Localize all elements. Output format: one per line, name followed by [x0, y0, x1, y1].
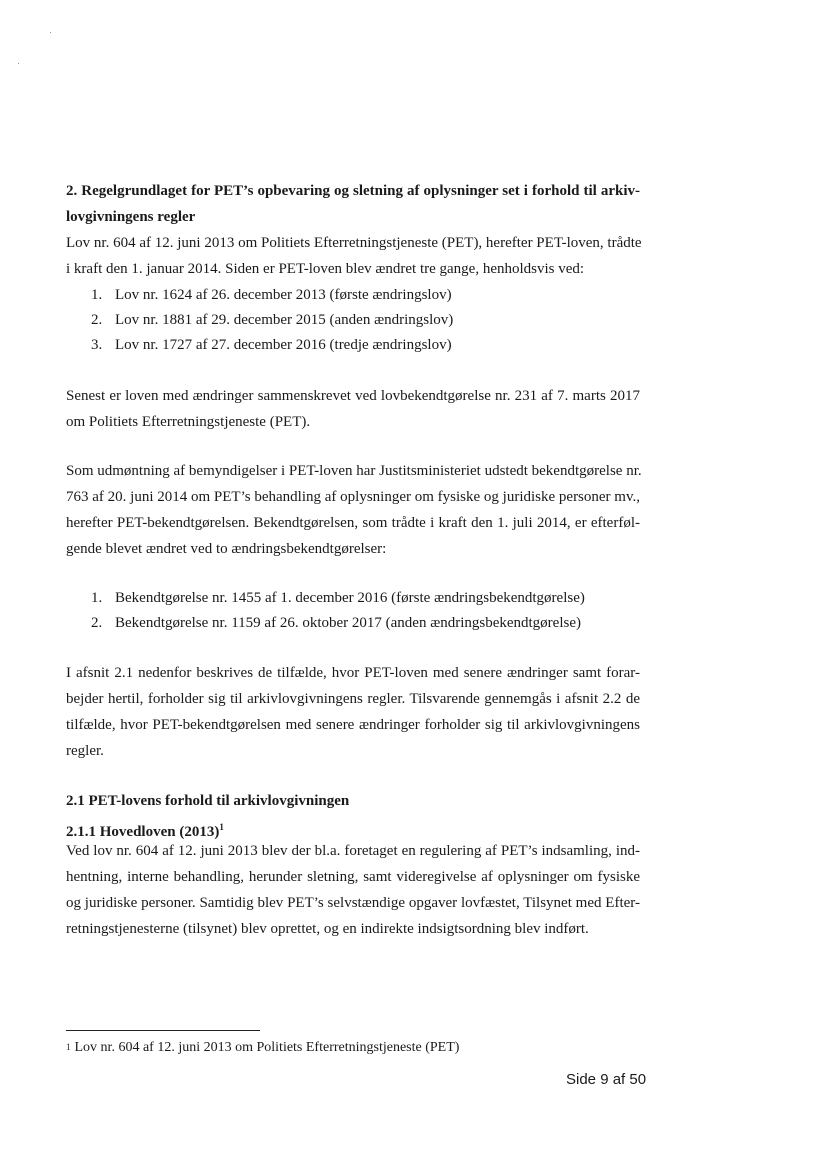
paragraph — [66, 458, 640, 562]
section-2-1-heading — [66, 788, 640, 814]
heading-line: lovgivningens regler — [66, 209, 196, 225]
footnote-divider — [66, 1030, 260, 1031]
list-text: Bekendtgørelse nr. 1159 af 26. oktober 2017 (anden ændringsbekendtgørelse) — [115, 615, 581, 631]
footnote — [66, 1038, 459, 1058]
text-line: hentning, interne behandling, herunder sletning, samt videregivelse af oplysninger om fysiske — [66, 869, 640, 885]
footnote-marker: 1 — [66, 1042, 71, 1052]
text-line: regler. — [66, 743, 104, 759]
list-number: 2. — [91, 312, 103, 328]
text-line: Ved lov nr. 604 af 12. juni 2013 blev der bl.a. foretaget en regulering af PET’s indsamling, ind- — [66, 843, 640, 859]
scan-speck — [18, 63, 19, 64]
heading-line: 2. Regelgrundlaget for PET’s opbevaring og sletning af oplysninger set i forhold til arkiv- — [66, 183, 640, 199]
list-item — [91, 585, 585, 611]
list-text: Lov nr. 1624 af 26. december 2013 (første ændringslov) — [115, 287, 452, 303]
scan-speck — [50, 32, 51, 33]
text-line: i kraft den 1. januar 2014. Siden er PET-loven blev ændret tre gange, henholdsvis ved: — [66, 261, 585, 277]
list-number: 1. — [91, 590, 103, 606]
list-number: 3. — [91, 337, 103, 353]
paragraph — [66, 383, 640, 435]
list-item — [91, 282, 452, 308]
list-text: Lov nr. 1881 af 29. december 2015 (anden ændringslov) — [115, 312, 454, 328]
text-line: bejder hertil, forholder sig til arkivlovgivningens regler. Tilsvarende gennemgås i afsnit 2.2 de — [66, 691, 640, 707]
list-text: Bekendtgørelse nr. 1455 af 1. december 2016 (første ændringsbekendtgørelse) — [115, 590, 585, 606]
text-line: og juridiske personer. Samtidig blev PET’s selvstændige opgaver lovfæstet, Tilsynet med Efter- — [66, 895, 640, 911]
text-line: 763 af 20. juni 2014 om PET’s behandling af oplysninger om fysiske og juridiske personer mv., — [66, 489, 640, 505]
text-line: retningstjenesterne (tilsynet) blev oprettet, og en indirekte indsigtsordning blev indført. — [66, 921, 589, 937]
list-number: 2. — [91, 615, 103, 631]
text-line: Som udmøntning af bemyndigelser i PET-loven har Justitsministeriet udstedt bekendtgørelse nr. — [66, 463, 642, 479]
list-item — [91, 332, 452, 358]
heading-line: 2.1 PET-lovens forhold til arkivlovgivningen — [66, 793, 350, 809]
paragraph — [66, 230, 640, 282]
list-number: 1. — [91, 287, 103, 303]
text-line: om Politiets Efterretningstjeneste (PET). — [66, 414, 311, 430]
text-line: Lov nr. 604 af 12. juni 2013 om Politiets Efterretningstjeneste (PET), herefter PET-loven, trådte — [66, 235, 642, 251]
list-text: Lov nr. 1727 af 27. december 2016 (tredje ændringslov) — [115, 337, 452, 353]
text-line: Senest er loven med ændringer sammenskrevet ved lovbekendtgørelse nr. 231 af 7. marts 2017 — [66, 388, 640, 404]
footnote-text: Lov nr. 604 af 12. juni 2013 om Politiets Efterretningstjeneste (PET) — [74, 1040, 460, 1055]
text-line: tilfælde, hvor PET-bekendtgørelsen med senere ændringer forholder sig til arkivlovgivningens — [66, 717, 640, 733]
section-2-heading — [66, 178, 640, 230]
subheading-text: 2.1.1 Hovedloven (2013) — [66, 824, 220, 840]
paragraph — [66, 660, 640, 764]
page-number: Side 9 af 50 — [566, 1071, 647, 1088]
paragraph — [66, 838, 640, 942]
text-line: gende blevet ændret ved to ændringsbekendtgørelser: — [66, 541, 387, 557]
list-item — [91, 610, 581, 636]
list-item — [91, 307, 453, 333]
text-line: herefter PET-bekendtgørelsen. Bekendtgørelsen, som trådte i kraft den 1. juli 2014, er efterføl- — [66, 515, 640, 531]
footnote-reference: 1 — [219, 822, 224, 832]
text-line: I afsnit 2.1 nedenfor beskrives de tilfælde, hvor PET-loven med senere ændringer samt forar- — [66, 665, 640, 681]
